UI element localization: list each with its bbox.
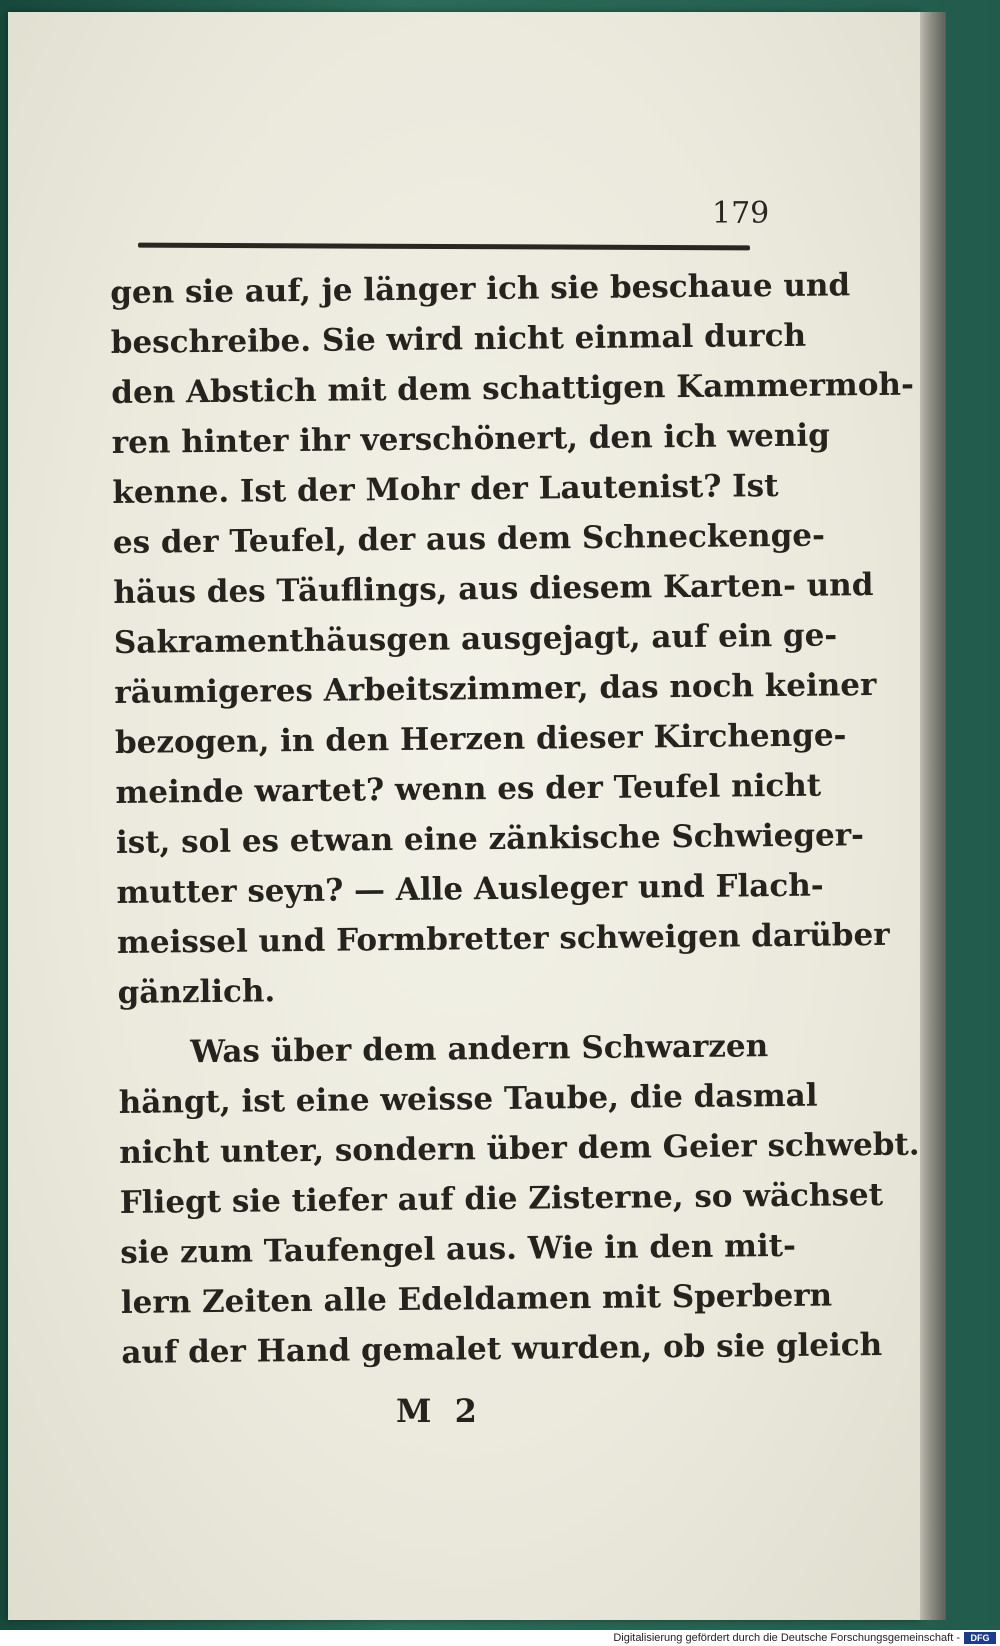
footer-credit: Digitalisierung gefördert durch die Deutsche Forschungsgemeinschaft - xyxy=(613,1632,960,1644)
page-number: 179 xyxy=(712,196,770,231)
text-line: häus des Täuflings, aus diesem Karten- und xyxy=(113,567,874,611)
text-line: lern Zeiten alle Edeldamen mit Sperbern xyxy=(120,1277,833,1321)
paragraph-1 xyxy=(110,261,915,1018)
text-line: beschreibe. Sie wird nicht einmal durch xyxy=(110,317,807,361)
text-line: kenne. Ist der Mohr der Lautenist? Ist xyxy=(112,468,779,511)
text-line: nicht unter, sondern über dem Geier schwebt. xyxy=(119,1126,920,1171)
text-line: den Abstich mit dem schattigen Kammermoh- xyxy=(111,366,915,411)
text-line: Was über dem andern Schwarzen xyxy=(190,1028,769,1071)
body-text xyxy=(110,261,920,1378)
text-line: Sakramenthäusgen ausgejagt, auf ein ge- xyxy=(113,617,838,661)
text-line: gen sie auf, je länger ich sie beschaue und xyxy=(110,267,851,311)
signature-mark: M 2 xyxy=(396,1392,483,1430)
dfg-logo: DFG xyxy=(964,1632,996,1644)
text-line: meissel und Formbretter schweigen darüber xyxy=(116,916,890,961)
text-line: ist, sol es etwan eine zänkische Schwieger- xyxy=(115,817,865,861)
text-line: meinde wartet? wenn es der Teufel nicht xyxy=(115,767,822,811)
text-line: sie zum Taufengel aus. Wie in den mit- xyxy=(120,1227,797,1271)
text-line: ren hinter ihr verschönert, den ich wenig xyxy=(111,417,831,461)
page-edge xyxy=(920,12,946,1620)
text-line: mutter seyn? — Alle Ausleger und Flach- xyxy=(116,867,824,911)
text-line: auf der Hand gemalet wurden, ob sie gleich xyxy=(121,1326,883,1371)
text-line: es der Teufel, der aus dem Schneckenge- xyxy=(112,517,826,561)
paragraph-2 xyxy=(118,1021,920,1378)
text-line: gänzlich. xyxy=(117,973,276,1011)
text-line: Fliegt sie tiefer auf die Zisterne, so wächset xyxy=(119,1176,884,1221)
text-line: hängt, ist eine weisse Taube, die dasmal xyxy=(118,1077,818,1121)
text-line: bezogen, in den Herzen dieser Kirchenge- xyxy=(114,717,847,761)
text-line: räumigeres Arbeitszimmer, das noch keiner xyxy=(114,666,877,711)
